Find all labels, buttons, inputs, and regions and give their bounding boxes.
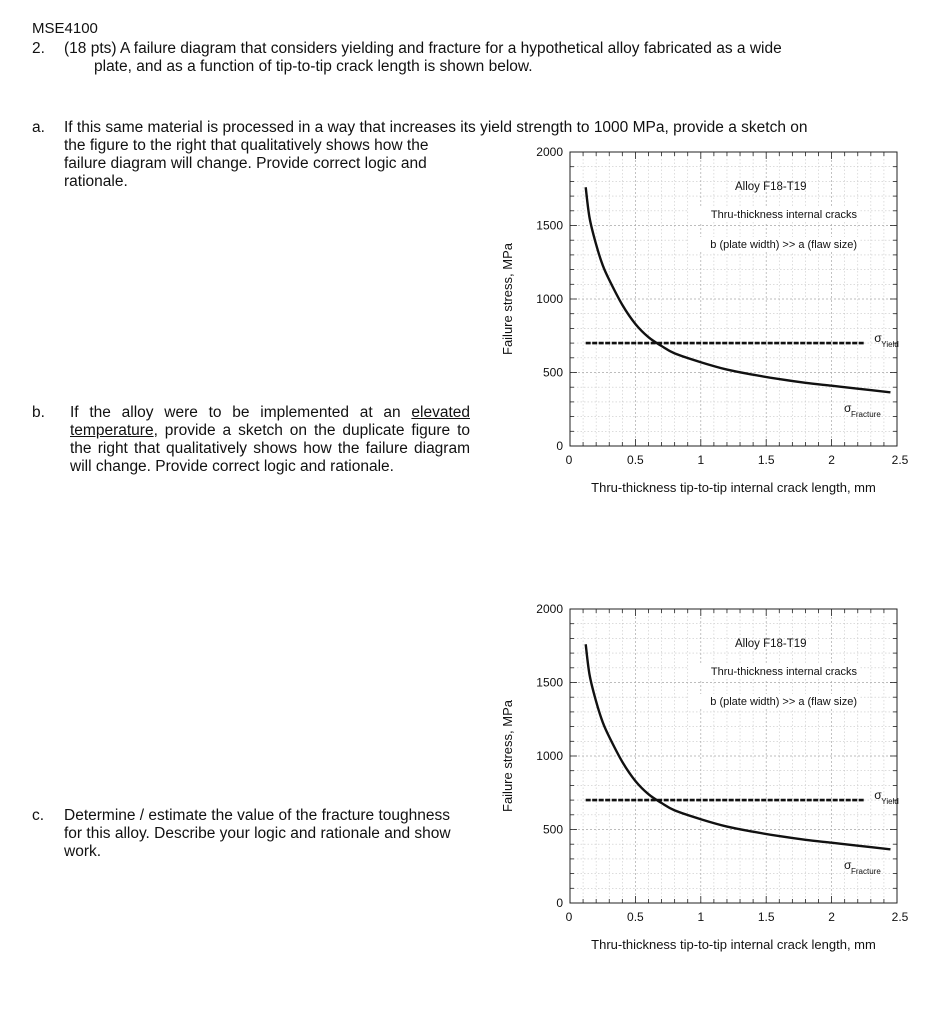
- part-b-underline-temperature: temperature: [70, 422, 154, 439]
- part-c-line2: for this alloy. Describe your logic and rationale and show: [64, 825, 451, 842]
- x-tick-label: 2: [828, 453, 835, 467]
- x-axis-label: Thru-thickness tip-to-tip internal crack length, mm: [591, 937, 876, 952]
- x-tick-label: 0: [565, 453, 573, 467]
- y-tick-label: 1500: [536, 675, 563, 690]
- y-tick-label: 2000: [536, 145, 563, 159]
- x-tick-label: 1: [697, 453, 705, 467]
- part-c-letter: c.: [32, 807, 45, 824]
- part-a-line4: rationale.: [64, 173, 128, 190]
- part-a-line1: If this same material is processed in a way that increases its yield strength to 1000 MPa, provide a sketch on: [64, 119, 808, 136]
- annotation-cracks: Thru-thickness internal cracks: [710, 209, 857, 221]
- annotation-alloy: Alloy F18-T19: [735, 638, 807, 650]
- annotation-cracks: Thru-thickness internal cracks: [710, 666, 857, 678]
- x-tick-label: 1.5: [757, 453, 775, 467]
- x-tick-label: 2: [828, 910, 835, 924]
- fracture-label-subscript: Fracture: [851, 867, 881, 876]
- part-b-pre: If the alloy were to be implemented at an: [70, 404, 412, 421]
- annotation-plate-width: b (plate width) >> a (flaw size): [710, 239, 857, 251]
- y-axis-label: Failure stress, MPa: [500, 700, 515, 812]
- part-b-letter: b.: [32, 404, 45, 421]
- x-tick-label: 2.5: [891, 453, 909, 467]
- fracture-label-symbol: σ: [844, 401, 852, 415]
- x-axis-label: Thru-thickness tip-to-tip internal crack length, mm: [591, 480, 876, 495]
- annotation-plate-width: b (plate width) >> a (flaw size): [710, 696, 857, 708]
- question-intro-line2: plate, and as a function of tip-to-tip crack length is shown below.: [94, 58, 533, 75]
- yield-label-symbol: σ: [874, 788, 882, 803]
- y-tick-label: 500: [542, 822, 563, 837]
- question-number: 2.: [32, 40, 45, 57]
- y-tick-label: 0: [556, 439, 563, 453]
- part-a-line2: the figure to the right that qualitatively shows how the: [64, 137, 429, 154]
- yield-label-symbol: σ: [874, 331, 882, 346]
- y-tick-label: 500: [542, 365, 563, 380]
- x-tick-label: 0: [565, 910, 573, 924]
- y-tick-label: 1000: [536, 749, 563, 763]
- fracture-label-subscript: Fracture: [851, 410, 881, 419]
- part-c-line3: work.: [64, 843, 102, 860]
- y-axis-label: Failure stress, MPa: [500, 243, 515, 355]
- y-tick-label: 2000: [536, 602, 563, 616]
- x-tick-label: 1: [697, 910, 705, 924]
- annotation-alloy: Alloy F18-T19: [735, 181, 807, 193]
- y-tick-label: 0: [556, 896, 563, 910]
- part-a-letter: a.: [32, 119, 45, 136]
- course-code: MSE4100: [32, 20, 98, 37]
- yield-label-subscript: Yield: [881, 797, 899, 807]
- part-b-underline-elevated: elevated: [411, 404, 470, 421]
- yield-label-subscript: Yield: [881, 340, 899, 350]
- x-tick-label: 0.5: [627, 453, 644, 467]
- x-tick-label: 2.5: [891, 910, 909, 924]
- fracture-label-symbol: σ: [844, 858, 852, 872]
- x-tick-label: 0.5: [627, 910, 644, 924]
- y-tick-label: 1500: [536, 218, 563, 233]
- x-tick-label: 1.5: [757, 910, 775, 924]
- part-a-line3: failure diagram will change. Provide correct logic and: [64, 155, 427, 172]
- y-tick-label: 1000: [536, 292, 563, 306]
- part-c-line1: Determine / estimate the value of the fracture toughness: [64, 807, 450, 824]
- part-b-post: , provide a sketch on the duplicate figure to the right that qualitatively shows how the failure diagram will change. Provide correct logic and rationale.: [70, 422, 470, 475]
- question-intro-line1: (18 pts) A failure diagram that considers yielding and fracture for a hypothetical alloy fabricated as a wide: [64, 40, 782, 57]
